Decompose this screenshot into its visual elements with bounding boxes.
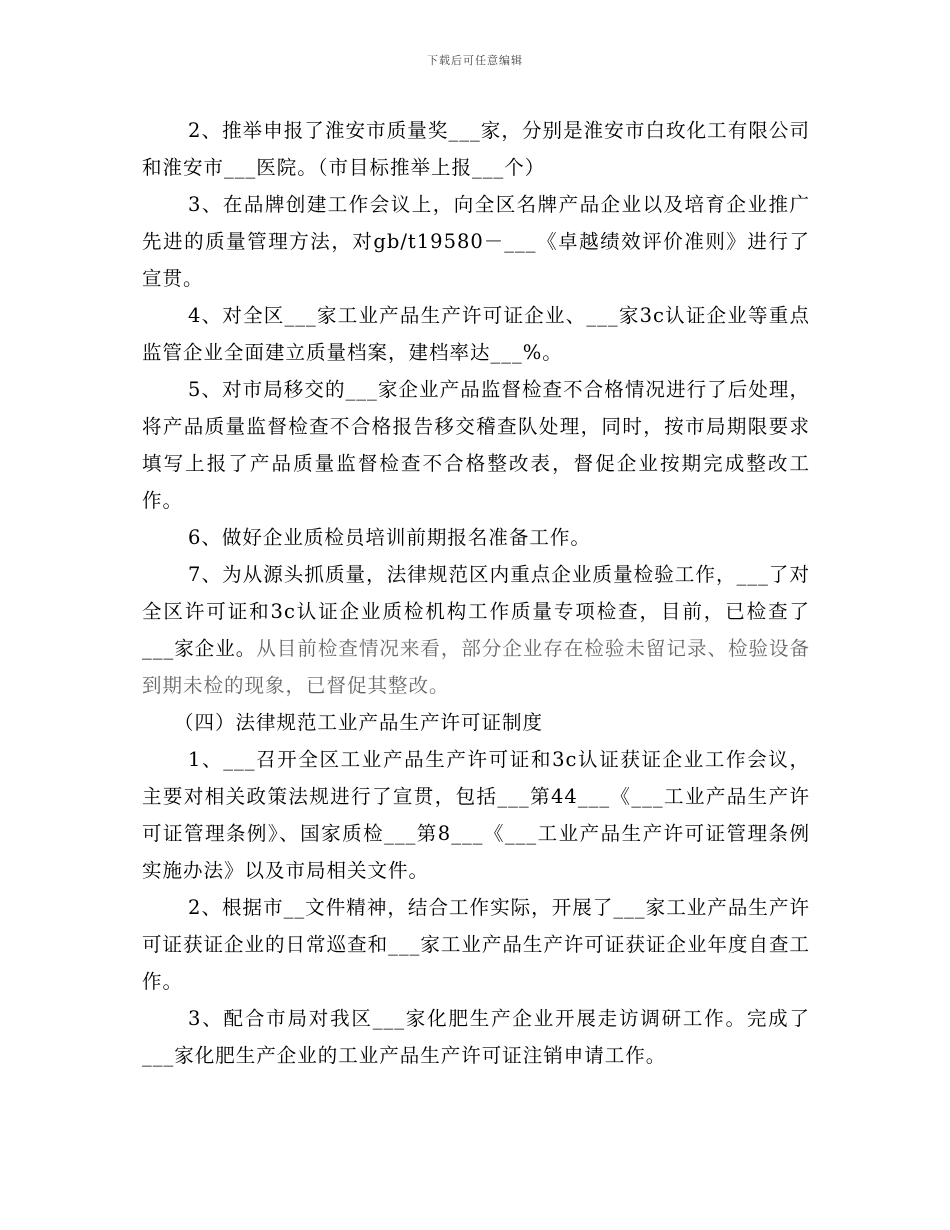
section-heading: （四）法律规范工业产品生产许可证制度 xyxy=(174,711,544,734)
paragraph-7-main-text: 7、为从源头抓质量，法律规范区内重点企业质量检验工作，___了对全区许可证和3c认证企业质检机构工作质量专项检查，目前，已检查了___家企业。 xyxy=(142,563,810,660)
paragraph-item-7 xyxy=(142,556,810,704)
paragraph-item-4: 4、对全区___家工业产品生产许可证企业、___家3c认证企业等重点监管企业全面建立质量档案，建档率达___%。 xyxy=(142,304,810,364)
paragraph-item-5: 5、对市局移交的___家企业产品监督检查不合格情况进行了后处理，将产品质量监督检查不合格报告移交稽查队处理，同时，按市局期限要求填写上报了产品质量监督检查不合格整改表，督促企业按期完成整改工作。 xyxy=(142,378,810,512)
paragraph-item-2: 2、推举申报了淮安市质量奖___家，分别是淮安市白玫化工有限公司和淮安市___医院。（市目标推举上报___个） xyxy=(142,119,810,179)
paragraph-section4-item-3: 3、配合市局对我区___家化肥生产企业开展走访调研工作。完成了___家化肥生产企业的工业产品生产许可证注销申请工作。 xyxy=(142,1007,810,1067)
page-header: 下载后可任意编辑 xyxy=(427,54,523,67)
paragraph-section4-item-2: 2、根据市__文件精神，结合工作实际，开展了___家工业产品生产许可证获证企业的日常巡查和___家工业产品生产许可证获证企业年度自查工作。 xyxy=(142,896,810,993)
paragraph-section4-item-1: 1、___召开全区工业产品生产许可证和3c认证获证企业工作会议，主要对相关政策法规进行了宣贯，包括___第44___《___工业产品生产许可证管理条例》、国家质检___第8___《___工业产品生产许可证管理条例实施办法》以及市局相关文件。 xyxy=(142,748,810,882)
paragraph-item-3: 3、在品牌创建工作会议上，向全区名牌产品企业以及培育企业推广先进的质量管理方法，对gb/t19580－___《卓越绩效评价准则》进行了宣贯。 xyxy=(142,193,810,290)
paragraph-item-6: 6、做好企业质检员培训前期报名准备工作。 xyxy=(188,526,591,549)
document-body xyxy=(142,112,810,1074)
paragraph-7-gray-text: 从目前检查情况来看，部分企业存在检验未留记录、检验设备到期未检的现象，已督促其整改。 xyxy=(142,637,810,697)
